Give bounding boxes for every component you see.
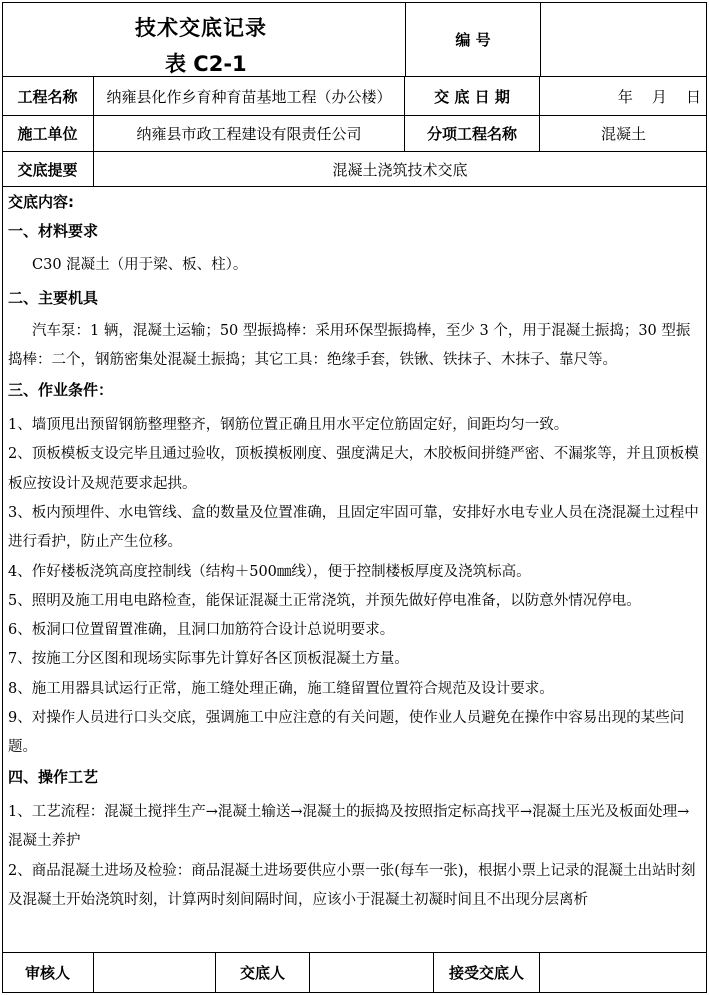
project-name-label: 工程名称 — [2, 76, 94, 116]
unit-label: 施工单位 — [2, 115, 94, 152]
condition-item: 9、对操作人员进行口头交底，强调施工中应注意的有关问题，使作业人员避免在操作中容易出现的某些问题。 — [8, 710, 685, 756]
condition-item: 4、作好楼板浇筑高度控制线（结构＋500㎜线），便于控制楼板厚度及浇筑标高。 — [8, 563, 531, 580]
condition-item: 7、按施工分区图和现场实际事先计算好各区顶板混凝土方量。 — [8, 651, 409, 668]
form-code: 表 C2-1 — [165, 52, 247, 76]
reviewer-signature[interactable] — [94, 952, 216, 993]
receiver-signature[interactable] — [540, 952, 706, 993]
content-intro: 交底内容: — [8, 193, 74, 211]
section-machinery-title: 二、主要机具 — [8, 288, 99, 307]
number-label: 编 号 — [455, 30, 491, 49]
process-item: 2、商品混凝土进场及检验：商品混凝土进场要供应小票一张(每车一张)，根据小票上记录的混凝土出站时刻及混凝土开始浇筑时刻，计算两时刻间隔时间，应该小于混凝土初凝时间且不出现分层离析 — [8, 862, 696, 908]
subitem-label: 分项工程名称 — [405, 115, 540, 152]
reviewer-label: 审核人 — [2, 952, 94, 993]
section-conditions-title: 三、作业条件： — [8, 380, 114, 399]
form-title: 技术交底记录 — [135, 16, 267, 40]
process-item: 1、工艺流程：混凝土搅拌生产→混凝土输送→混凝土的振捣及按照指定标高找平→混凝土压光及板面处理→混凝土养护 — [8, 803, 690, 850]
discloser-signature[interactable] — [310, 952, 434, 993]
date-label: 交 底 日 期 — [405, 76, 540, 116]
condition-item: 3、板内预埋件、水电管线、盒的数量及位置准确，且固定牢固可靠，安排好水电专业人员在浇混凝土过程中进行看护，防止产生位移。 — [8, 504, 699, 551]
condition-item: 2、顶板模板支设完毕且通过验收，顶板摸板刚度、强度满足大，木胶板间拼缝严密、不漏浆等，并且顶板模板应按设计及规范要求起拱。 — [8, 446, 699, 492]
section-machinery-text: 汽车泵：1 辆，混凝土运输；50 型振捣棒：采用环保型振捣棒，至少 3 个，用于混凝土振捣；30 型振捣棒：二个，钢筋密集处混凝土振捣；其它工具：绝缘手套，铁锹、铁抹子、木抹子、靠尺等。 — [8, 323, 691, 369]
section-materials-title: 一、材料要求 — [8, 222, 99, 241]
summary-value[interactable]: 混凝土浇筑技术交底 — [332, 160, 468, 179]
project-name-value[interactable]: 纳雍县化作乡育种育苗基地工程（办公楼） — [94, 76, 405, 116]
date-value[interactable]: 年 月 日 — [617, 87, 701, 106]
subitem-value[interactable]: 混凝土 — [600, 125, 646, 143]
discloser-label: 交底人 — [216, 952, 310, 993]
section-materials-text: C30 混凝土（用于梁、板、柱）。 — [32, 256, 248, 273]
number-value[interactable] — [541, 2, 706, 76]
summary-label: 交底提要 — [2, 151, 94, 187]
condition-item: 8、施工用器具试运行正常，施工缝处理正确，施工缝留置位置符合规范及设计要求。 — [8, 680, 554, 697]
disclosure-content — [8, 188, 700, 915]
condition-item: 5、照明及施工用电电路检查，能保证混凝土正常浇筑，并预先做好停电准备，以防意外情况停电。 — [8, 592, 641, 609]
receiver-label: 接受交底人 — [434, 952, 540, 993]
condition-item: 1、墙顶甩出预留钢筋整理整齐，钢筋位置正确且用水平定位筋固定好，间距均匀一致。 — [8, 417, 569, 434]
unit-value[interactable]: 纳雍县市政工程建设有限责任公司 — [94, 115, 405, 152]
condition-item: 6、板洞口位置留置准确，且洞口加筋符合设计总说明要求。 — [8, 622, 395, 639]
section-process-title: 四、操作工艺 — [8, 767, 99, 786]
